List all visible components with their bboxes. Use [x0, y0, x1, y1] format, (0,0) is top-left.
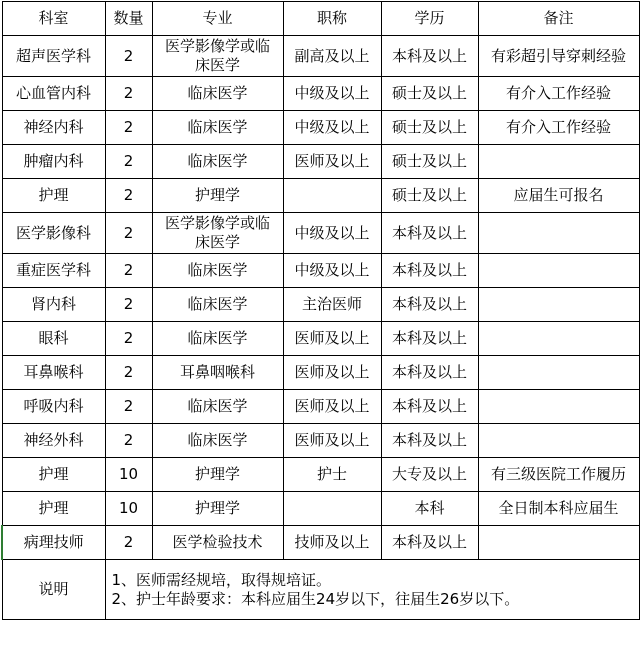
cell-count: 2 [105, 145, 152, 179]
table-row [2, 254, 639, 288]
table-row [2, 356, 639, 390]
cell-title: 中级及以上 [283, 254, 381, 288]
cell-count: 2 [105, 288, 152, 322]
cell-remark: 有彩超引导穿刺经验 [478, 36, 639, 77]
table-row [2, 111, 639, 145]
cell-major: 临床医学 [152, 390, 283, 424]
cell-education: 本科及以上 [381, 213, 478, 254]
cell-remark: 应届生可报名 [478, 179, 639, 213]
cell-major: 医学影像学或临床医学 [152, 36, 283, 77]
cell-title: 副高及以上 [283, 36, 381, 77]
cell-education: 硕士及以上 [381, 111, 478, 145]
cell-title [283, 179, 381, 213]
header-count: 数量 [105, 2, 152, 36]
cell-education: 本科及以上 [381, 356, 478, 390]
cell-remark [478, 356, 639, 390]
cell-count: 2 [105, 36, 152, 77]
cell-count: 2 [105, 254, 152, 288]
cell-education: 本科 [381, 492, 478, 526]
cell-remark [478, 390, 639, 424]
cell-major: 临床医学 [152, 322, 283, 356]
cell-dept: 护理 [2, 492, 105, 526]
cell-dept: 眼科 [2, 322, 105, 356]
cell-title: 中级及以上 [283, 77, 381, 111]
table-row [2, 179, 639, 213]
cell-education: 本科及以上 [381, 322, 478, 356]
cell-dept: 病理技师 [2, 526, 105, 560]
cell-dept: 医学影像科 [2, 213, 105, 254]
table-row [2, 492, 639, 526]
cell-major: 护理学 [152, 458, 283, 492]
cell-major: 临床医学 [152, 111, 283, 145]
note-line-2: 2、护士年龄要求：本科应届生24岁以下，往届生26岁以下。 [111, 589, 520, 608]
cell-title: 医师及以上 [283, 356, 381, 390]
cell-dept: 肾内科 [2, 288, 105, 322]
cell-title: 医师及以上 [283, 322, 381, 356]
cell-remark [478, 424, 639, 458]
cell-major: 医学影像学或临床医学 [152, 213, 283, 254]
cell-count: 2 [105, 424, 152, 458]
table-row [2, 213, 639, 254]
table-row [2, 424, 639, 458]
cell-count: 2 [105, 356, 152, 390]
cell-count: 2 [105, 213, 152, 254]
cell-title: 医师及以上 [283, 390, 381, 424]
cell-major: 耳鼻咽喉科 [152, 356, 283, 390]
table-row [2, 36, 639, 77]
cell-title: 中级及以上 [283, 111, 381, 145]
cell-count: 10 [105, 458, 152, 492]
header-row [2, 2, 639, 36]
cell-remark: 有介入工作经验 [478, 111, 639, 145]
table-row [2, 526, 639, 560]
table-row [2, 288, 639, 322]
cell-remark: 有介入工作经验 [478, 77, 639, 111]
cell-title: 主治医师 [283, 288, 381, 322]
cell-remark [478, 288, 639, 322]
cell-remark [478, 322, 639, 356]
cell-dept: 呼吸内科 [2, 390, 105, 424]
cell-dept: 护理 [2, 179, 105, 213]
cell-remark [478, 526, 639, 560]
cell-education: 硕士及以上 [381, 145, 478, 179]
cell-dept: 耳鼻喉科 [2, 356, 105, 390]
cell-education: 本科及以上 [381, 288, 478, 322]
cell-dept: 神经外科 [2, 424, 105, 458]
header-major: 专业 [152, 2, 283, 36]
cell-remark [478, 213, 639, 254]
cell-education: 本科及以上 [381, 36, 478, 77]
header-remark: 备注 [478, 2, 639, 36]
cell-major: 临床医学 [152, 77, 283, 111]
cell-dept: 重症医学科 [2, 254, 105, 288]
cell-education: 本科及以上 [381, 390, 478, 424]
cell-education: 硕士及以上 [381, 179, 478, 213]
cell-remark [478, 254, 639, 288]
cell-title: 中级及以上 [283, 213, 381, 254]
table-row [2, 77, 639, 111]
cell-dept: 肿瘤内科 [2, 145, 105, 179]
header-title: 职称 [283, 2, 381, 36]
cell-major: 临床医学 [152, 288, 283, 322]
note-line-1: 1、医师需经规培，取得规培证。 [111, 570, 332, 589]
cell-title: 医师及以上 [283, 145, 381, 179]
cell-title: 技师及以上 [283, 526, 381, 560]
cell-major: 临床医学 [152, 254, 283, 288]
cell-remark [478, 145, 639, 179]
cell-remark: 全日制本科应届生 [478, 492, 639, 526]
cell-education: 本科及以上 [381, 254, 478, 288]
cell-major: 临床医学 [152, 145, 283, 179]
cell-major: 护理学 [152, 492, 283, 526]
header-dept: 科室 [2, 2, 105, 36]
cell-count: 2 [105, 390, 152, 424]
notes-content [105, 560, 639, 620]
cell-dept: 心血管内科 [2, 77, 105, 111]
table-row [2, 390, 639, 424]
table-row [2, 322, 639, 356]
cell-major: 临床医学 [152, 424, 283, 458]
cell-title: 护士 [283, 458, 381, 492]
cell-count: 10 [105, 492, 152, 526]
table-row [2, 458, 639, 492]
cell-count: 2 [105, 111, 152, 145]
notes-label: 说明 [2, 560, 105, 620]
cell-dept: 超声医学科 [2, 36, 105, 77]
cell-education: 本科及以上 [381, 424, 478, 458]
cell-remark: 有三级医院工作履历 [478, 458, 639, 492]
cell-education: 大专及以上 [381, 458, 478, 492]
cell-dept: 护理 [2, 458, 105, 492]
cell-major: 护理学 [152, 179, 283, 213]
recruitment-table [1, 1, 640, 620]
cell-major: 医学检验技术 [152, 526, 283, 560]
table-row [2, 145, 639, 179]
cell-count: 2 [105, 77, 152, 111]
cell-education: 本科及以上 [381, 526, 478, 560]
header-education: 学历 [381, 2, 478, 36]
notes-row [2, 560, 639, 620]
cell-dept: 神经内科 [2, 111, 105, 145]
cell-education: 硕士及以上 [381, 77, 478, 111]
cell-count: 2 [105, 322, 152, 356]
cell-title: 医师及以上 [283, 424, 381, 458]
cell-title [283, 492, 381, 526]
cell-count: 2 [105, 179, 152, 213]
cell-count: 2 [105, 526, 152, 560]
